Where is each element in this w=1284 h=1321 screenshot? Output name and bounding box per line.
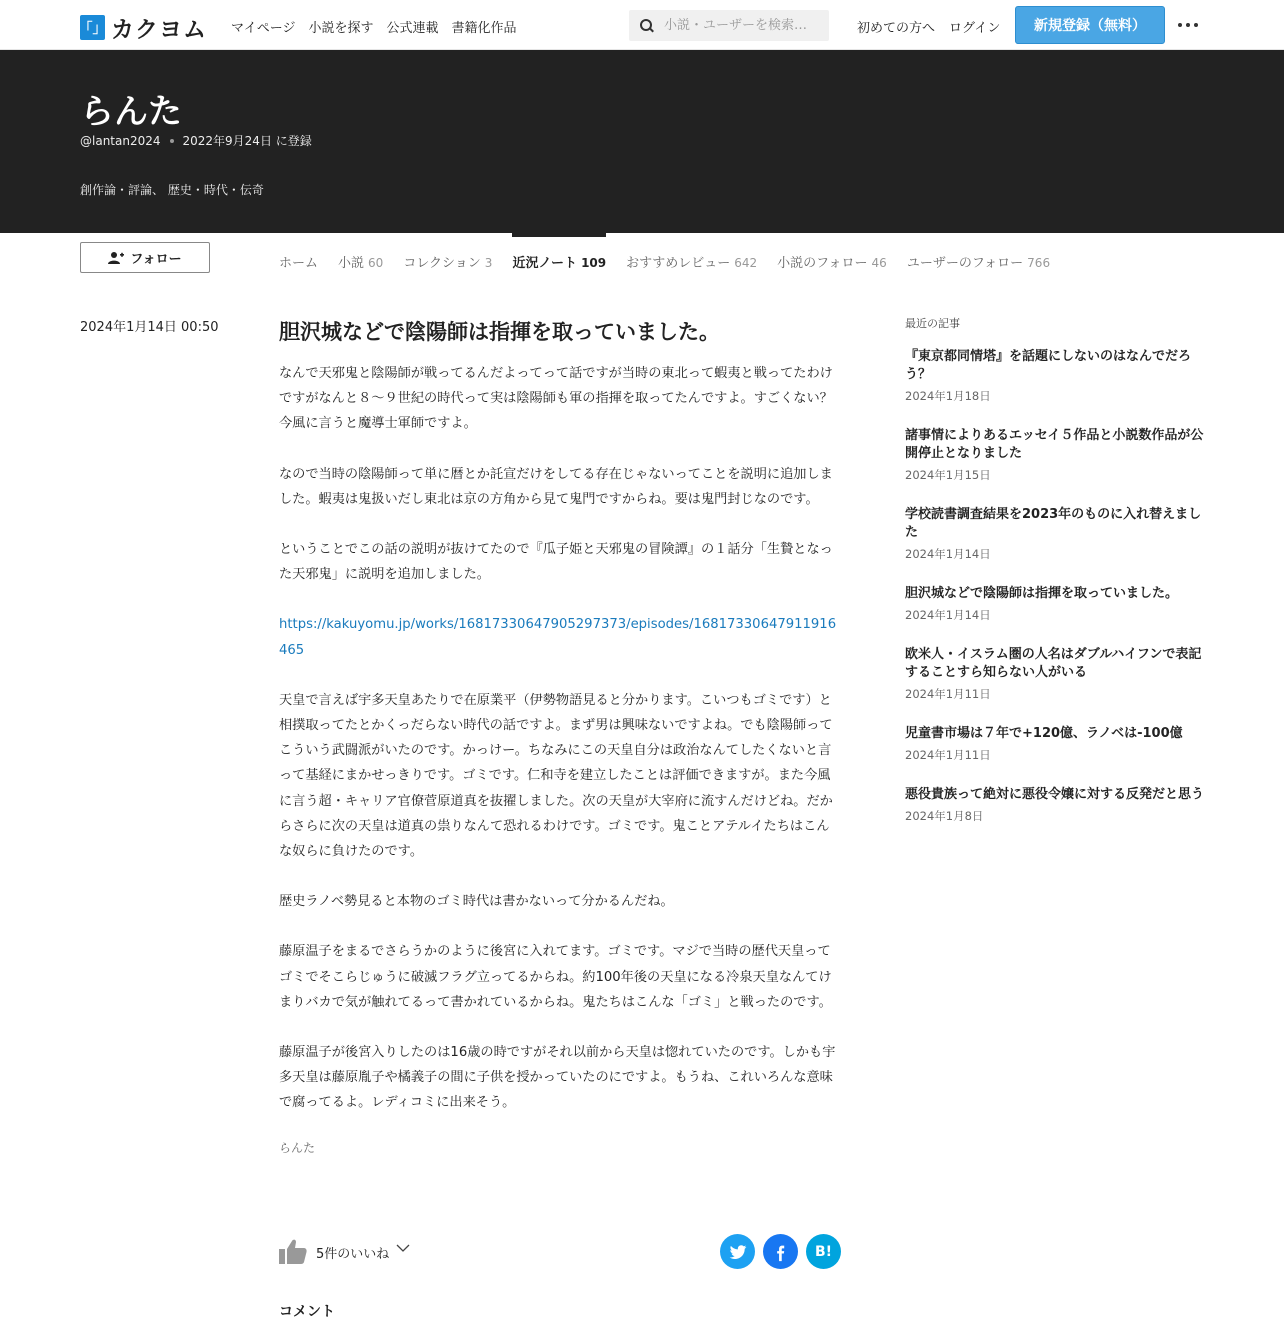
twitter-share-icon[interactable] (720, 1234, 755, 1269)
tab-reviews[interactable]: おすすめレビュー 642 (626, 256, 758, 271)
recent-post-link[interactable]: 『東京都同情塔』を話題にしないのはなんでだろう？ (905, 349, 1192, 382)
article-paragraph: 藤原温子をまるでさらうかのように後宮に入れてます。ゴミです。マジで当時の歴代天皇ってゴミでそこらじゅうに破滅フラグ立ってるからね。約100年後の天皇になる冷泉天皇なんてけまりバカで気が触れてるって書かれているからね。鬼たちはこんな「ゴミ」と戦ったのです。 (279, 944, 832, 1010)
thumbs-up-icon[interactable] (279, 1238, 307, 1264)
logo-mark: 「」 (80, 15, 105, 40)
list-item (905, 506, 1205, 562)
tab-home[interactable]: ホーム (279, 256, 319, 271)
tab-count: 46 (871, 256, 887, 270)
nav-official-serials[interactable]: 公式連載 (386, 21, 439, 36)
recent-post-link[interactable]: 悪役貴族って絶対に悪役令嬢に対する反発だと思う (905, 787, 1205, 802)
profile-tabs (279, 233, 1070, 283)
user-handle[interactable]: @lantan2024 (80, 133, 161, 148)
list-item (905, 348, 1205, 404)
tab-novels[interactable]: 小説 60 (338, 256, 384, 271)
list-item (905, 725, 1205, 763)
tab-count: 3 (484, 256, 493, 270)
chevron-down-icon[interactable] (396, 1243, 410, 1253)
tab-collections[interactable]: コレクション 3 (403, 256, 493, 271)
tab-count: 109 (581, 256, 607, 270)
recent-post-link[interactable]: 児童書市場は７年で+120億、ラノベは-100億 (905, 726, 1183, 741)
nav-my-page[interactable]: マイページ (231, 21, 296, 36)
recent-post-link[interactable]: 胆沢城などで陰陽師は指揮を取っていました。 (905, 586, 1179, 601)
article-body (279, 361, 841, 1116)
more-menu-icon[interactable] (1178, 23, 1198, 27)
site-logo[interactable] (80, 11, 207, 44)
first-time-link[interactable]: 初めての方へ (857, 21, 936, 36)
article-author: らんた (279, 1140, 316, 1155)
recent-post-date: 2024年1月14日 (905, 547, 991, 561)
list-item (905, 585, 1205, 623)
signup-button[interactable]: 新規登録（無料） (1015, 6, 1165, 44)
article-title: 胆沢城などで陰陽師は指揮を取っていました。 (279, 320, 720, 344)
article-paragraph: なんで天邪鬼と陰陽師が戦ってるんだよってって話ですが当時の東北って蝦夷と戦ってたわけですがなんと８〜９世紀の時代って実は陰陽師も軍の指揮を取ってたんですよ。すごくない？今風に言うと魔導士軍師ですよ。 (279, 366, 833, 432)
article-paragraph: なので当時の陰陽師って単に暦とか託宣だけをしてる存在じゃないってことを説明に追加しました。蝦夷は鬼扱いだし東北は京の方角から見て鬼門ですからね。要は鬼門封じなのです。 (279, 466, 833, 507)
tab-news-notes[interactable]: 近況ノート 109 (512, 233, 606, 283)
top-navigation (0, 0, 1284, 50)
nav-published-works[interactable]: 書籍化作品 (451, 21, 517, 36)
add-user-icon (108, 251, 124, 265)
user-genres: 創作論・評論、 歴史・時代・伝奇 (80, 183, 264, 197)
recent-post-link[interactable]: 欧米人・イスラム圏の人名はダブルハイフンで表記することすら知らない人がいる (905, 647, 1202, 680)
user-meta (80, 132, 312, 149)
search-icon[interactable] (640, 19, 654, 33)
recent-post-date: 2024年1月18日 (905, 389, 991, 403)
recent-post-link[interactable]: 諸事情によりあるエッセイ５作品と小説数作品が公開停止となりました (905, 428, 1204, 461)
article-paragraph: ということでこの話の説明が抜けてたので『瓜子姫と天邪鬼の冒険譚』の１話分「生贄となった天邪鬼」に説明を追加しました。 (279, 542, 833, 583)
tab-novel-follows[interactable]: 小説のフォロー 46 (777, 256, 887, 271)
nav-find-novels[interactable]: 小説を探す (308, 21, 374, 36)
article (279, 316, 841, 1156)
episode-link[interactable]: https://kakuyomu.jp/works/16817330647905297373/episodes/16817330647911916465 (279, 617, 837, 658)
search-input[interactable] (664, 18, 829, 33)
profile-header (0, 50, 1284, 233)
article-paragraph: 天皇で言えば宇多天皇あたりで在原業平（伊勢物語見ると分かります。こいつもゴミです）と相撲取ってたとかくっだらない時代の話ですよ。まず男は興味ないですよね。でも陰陽師ってこういう武闘派がいたのです。かっけー。ちなみにこの天皇自分は政治なんてしたくないと言って基経にまかせっきりです。ゴミです。仁和寺を建立したことは評価できますが。また今風に言う超・キャリア官僚菅原道真を抜擢しました。次の天皇が大宰府に流すんだけどね。だからさらに次の天皇は道真の祟りなんて恐れるわけです。ゴミです。鬼ことアテルイたちはこんな奴らに負けたのです。 (279, 692, 833, 860)
login-link[interactable]: ログイン (949, 21, 1001, 36)
follow-button[interactable] (80, 242, 210, 273)
logo-text: カクヨム (111, 17, 207, 43)
search-box (629, 10, 829, 41)
recent-post-date: 2024年1月15日 (905, 468, 991, 482)
main-nav (231, 17, 530, 36)
article-paragraph: 藤原温子が後宮入りしたのは16歳の時ですがそれ以前から天皇は惚れていたのです。しかも宇多天皇は藤原胤子や橘義子の間に子供を授かっていたのにですよ。もうね、これいろんな意味で腐ってるよ。レディコミに出来そう。 (279, 1045, 836, 1111)
reactions-bar (279, 1234, 841, 1272)
recent-post-date: 2024年1月11日 (905, 687, 991, 701)
registered-date: 2022年9月24日 に登録 (182, 134, 312, 148)
tab-user-follows[interactable]: ユーザーのフォロー 766 (906, 256, 1051, 271)
separator-dot (170, 139, 174, 143)
follow-label: フォロー (130, 252, 182, 267)
facebook-share-icon[interactable] (763, 1234, 798, 1269)
sidebar-heading: 最近の記事 (905, 317, 960, 330)
likes-count[interactable]: 5件のいいね (316, 1247, 390, 1262)
article-date: 2024年1月14日 00:50 (80, 320, 219, 335)
list-item (905, 427, 1205, 483)
user-name: らんた (80, 92, 182, 132)
tab-count: 642 (734, 256, 758, 270)
recent-post-date: 2024年1月14日 (905, 608, 991, 622)
list-item (905, 786, 1205, 824)
recent-post-date: 2024年1月8日 (905, 809, 984, 823)
article-paragraph: 歴史ラノベ勢見ると本物のゴミ時代は書かないって分かるんだね。 (279, 894, 674, 910)
tab-count: 766 (1027, 256, 1051, 270)
recent-post-link[interactable]: 学校読書調査結果を2023年のものに入れ替えました (905, 507, 1202, 540)
recent-posts-sidebar (905, 315, 1205, 847)
hatena-share-icon[interactable]: B! (806, 1234, 841, 1269)
list-item (905, 646, 1205, 702)
recent-post-date: 2024年1月11日 (905, 748, 991, 762)
comments-heading: コメント (279, 1304, 335, 1320)
tab-count: 60 (368, 256, 384, 270)
